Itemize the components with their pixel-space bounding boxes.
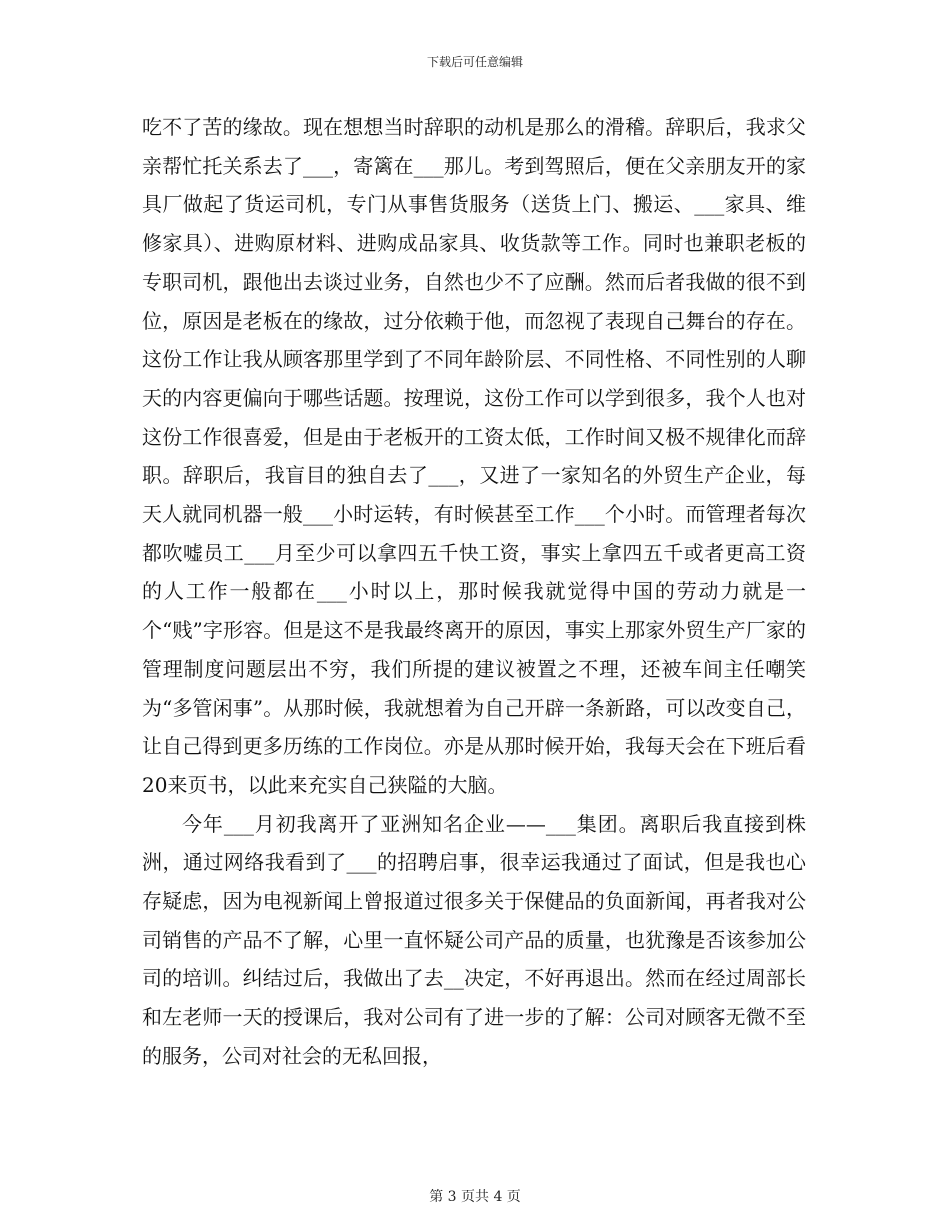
page-footer: 第 3 页共 4 页 — [429, 1189, 521, 1205]
page-header: 下载后可任意编辑 — [426, 55, 523, 69]
paragraph-1: 吃不了苦的缘故。现在想想当时辞职的动机是那么的滑稽。辞职后，我求父亲帮忙托关系去了___，寄篱在___那儿。考到驾照后，便在父亲朋友开的家具厂做起了货运司机，专门从事售货服务（送货上门、搬运、___家具、维修家具）、进购原材料、进购成品家具、收货款等工作。同时也兼职老板的专职司机，跟他出去谈过业务，自然也少不了应酬。然而后者我做的很不到位，原因是老板在的缘故，过分依赖于他，而忽视了表现自己舞台的存在。这份工作让我从顾客那里学到了不同年龄阶层、不同性格、不同性别的人聊天的内容更偏向于哪些话题。按理说，这份工作可以学到很多，我个人也对这份工作很喜爱，但是由于老板开的工资太低，工作时间又极不规律化而辞职。辞职后，我盲目的独自去了___，又进了一家知名的外贸生产企业，每天人就同机器一般___小时运转，有时候甚至工作___个小时。而管理者每次都吹嘘员工___月至少可以拿四五千快工资，事实上拿四五千或者更高工资的人工作一般都在___小时以上，那时候我就觉得中国的劳动力就是一个“贱”字形容。但是这不是我最终离开的原因，事实上那家外贸生产厂家的管理制度问题层出不穷，我们所提的建议被置之不理，还被车间主任嘲笑为“多管闲事”。从那时候，我就想着为自己开辟一条新路，可以改变自己，让自己得到更多历练的工作岗位。亦是从那时候开始，我每天会在下班后看20来页书，以此来充实自己狭隘的大脑。 — [142, 115, 806, 797]
document-body — [142, 108, 806, 1076]
paragraph-2: 今年___月初我离开了亚洲知名企业——___集团。离职后我直接到株洲，通过网络我看到了___的招聘启事，很幸运我通过了面试，但是我也心存疑虑，因为电视新闻上曾报道过很多关于保健品的负面新闻，再者我对公司销售的产品不了解，心里一直怀疑公司产品的质量，也犹豫是否该参加公司的培训。纠结过后，我做出了去__决定，不好再退出。然而在经过周部长和左老师一天的授课后，我对公司有了进一步的了解：公司对顾客无微不至的服务，公司对社会的无私回报， — [142, 811, 806, 1068]
